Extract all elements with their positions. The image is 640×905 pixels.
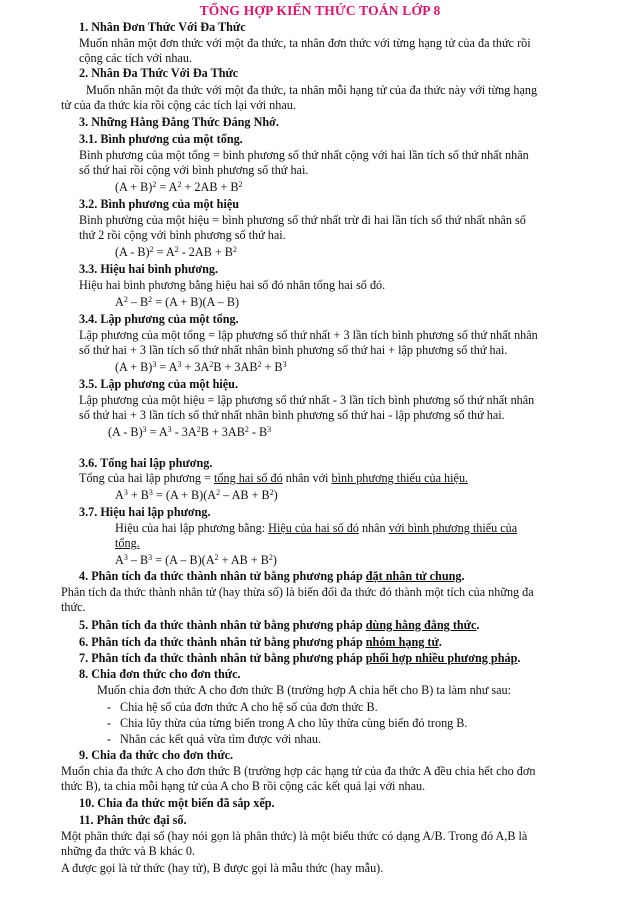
formula-square-of-difference: $(A - B)^2 = A^2 - 2AB + B^2$ [115, 245, 237, 259]
section-3-7-text-line-2: tổng. [115, 536, 140, 550]
section-3-1-text-line-1: Bình phương của một tổng = bình phương số thứ nhất cộng với hai lần tích số thứ nhất nhân [79, 148, 529, 162]
section-5-heading-post: . [476, 618, 480, 632]
section-3-6-text-mid: nhân với [282, 471, 332, 485]
section-3-7-text-pre: Hiệu của hai lập phương bằng: [115, 521, 269, 535]
section-3-7-heading: 3.7. Hiệu hai lập phương. [79, 505, 211, 519]
section-6-heading-post: . [438, 635, 442, 649]
formula-difference-of-cubes: $A^3 - B^3 = (A - B)(A^2$ + AB + $B^2$) [115, 553, 277, 567]
section-2-text-line-2: tử của đa thức kia rồi cộng các tích lại với nhau. [61, 98, 296, 112]
section-3-5-heading: 3.5. Lập phương của một hiệu. [79, 377, 238, 391]
section-11-text-line-3: A được gọi là tử thức (hay tử), B được gọi là mẫu thức (hay mẫu). [61, 861, 384, 875]
formula-sum-of-cubes: $A^3 + B^3 = (A + B)(A^2$ – AB + $B^2$) [115, 488, 278, 502]
section-3-4-text-line-2: số thứ hai + 3 lần tích số thứ nhất nhân bình phương số thứ hai + lập phương số thứ hai. [79, 343, 508, 357]
formula-cube-of-difference: $(A - B)^3 = A^3 - 3A^2B + 3AB^2 - B^3$ [108, 425, 272, 439]
section-3-7-text-underlined-1: Hiệu của hai số đó [268, 521, 359, 535]
section-3-3-text-line-1: Hiệu hai bình phương bằng hiệu hai số đó nhân tổng hai số đó. [79, 278, 386, 292]
section-3-7-text-mid: nhân [358, 521, 389, 535]
section-7-heading-underlined: phối hợp nhiều phương pháp [365, 651, 518, 665]
section-11-heading: 11. Phân thức đại số. [79, 813, 187, 827]
section-4-text-line-1: Phân tích đa thức thành nhân tử (hay thừa số) là biến đổi đa thức đó thành một tích của những đa [61, 585, 534, 599]
section-5-heading [79, 618, 479, 633]
section-4-heading-underlined: đặt nhân tử chung [365, 569, 462, 583]
section-3-7-text-line-1 [115, 521, 517, 536]
section-8-bullet-1: - Chia hệ số của đơn thức A cho hệ số của đơn thức B. [120, 700, 378, 715]
section-2-heading: 2. Nhân Đa Thức Với Đa Thức [79, 66, 239, 80]
section-11-text-line-1: Một phân thức đại số (hay nói gọn là phân thức) là một biểu thức có dạng A/B. Trong đó A,B là [61, 829, 528, 843]
section-9-heading: 9. Chia đa thức cho đơn thức. [79, 748, 234, 762]
section-8-bullet-2: - Chia lũy thừa của từng biến trong A cho lũy thừa cùng biến đó trong B. [120, 716, 467, 731]
section-3-5-text-line-1: Lập phương của một hiệu = lập phương số thứ nhất - 3 lần tích bình phương số thứ nhất nhân [79, 393, 535, 407]
section-3-2-heading: 3.2. Bình phương của một hiệu [79, 197, 240, 211]
section-10-heading: 10. Chia đa thức một biến đã sắp xếp. [79, 796, 275, 810]
section-4-text-line-2: thức. [61, 600, 86, 614]
section-3-4-heading: 3.4. Lập phương của một tổng. [79, 312, 239, 326]
section-8-bullet-3: - Nhân các kết quả vừa tìm được với nhau. [120, 732, 321, 747]
section-1-heading: 1. Nhân Đơn Thức Với Đa Thức [79, 20, 246, 34]
section-9-text-line-1: Muốn chia đa thức A cho đơn thức B (trường hợp các hạng tử của đa thức A đều chia hết cho đơn [61, 764, 536, 778]
section-3-4-text-line-1: Lập phương của một tổng = lập phương số thứ nhất + 3 lần tích bình phương số thứ nhất nhân [79, 328, 538, 342]
section-3-6-text [79, 471, 468, 486]
section-3-3-heading: 3.3. Hiệu hai bình phương. [79, 262, 219, 276]
section-3-heading: 3. Những Hằng Đẳng Thức Đáng Nhớ. [79, 115, 279, 129]
section-3-6-heading: 3.6. Tổng hai lập phương. [79, 456, 213, 470]
section-4-heading-post: . [461, 569, 465, 583]
section-8-intro: Muốn chia đơn thức A cho đơn thức B (trường hợp A chia hết cho B) ta làm như sau: [97, 683, 512, 697]
section-6-heading-underlined: nhóm hạng tử [365, 635, 439, 649]
section-3-7-text-underlined-2: với bình phương thiếu của [388, 521, 518, 535]
section-3-6-text-underlined-2: bình phương thiếu của hiệu. [331, 471, 469, 485]
section-3-2-text-line-1: Bình phường của một hiệu = bình phương số thứ nhất trừ đi hai lần tích số thứ nhất nhân số [79, 213, 526, 227]
section-4-heading-pre: 4. Phân tích đa thức thành nhân tử bằng phương pháp [79, 569, 366, 583]
section-9-text-line-2: thức B), ta chia mỗi hạng tử của A cho B rồi cộng các kết quả lại với nhau. [61, 779, 426, 793]
section-5-heading-pre: 5. Phân tích đa thức thành nhân tử bằng phương pháp [79, 618, 366, 632]
section-3-1-text-line-2: số thứ hai rồi cộng với bình phương số thứ hai. [79, 163, 309, 177]
section-3-1-heading: 3.1. Bình phương của một tổng. [79, 132, 243, 146]
section-2-text-line-1: Muốn nhân một đa thức với một đa thức, ta nhân mỗi hạng tử của đa thức này với từng hạng [86, 83, 538, 97]
section-11-text-line-2: những đa thức và B khác 0. [61, 844, 196, 858]
section-6-heading [79, 635, 442, 650]
section-7-heading-post: . [517, 651, 521, 665]
section-3-2-text-line-2: thứ 2 rồi cộng với bình phương số thứ hai. [79, 228, 286, 242]
section-7-heading [79, 651, 520, 666]
section-3-6-text-pre: Tổng của hai lập phương = [79, 471, 214, 485]
section-1-text-line-2: cộng các tích với nhau. [79, 51, 193, 65]
document-title: TỔNG HỢP KIẾN THỨC TOÁN LỚP 8 [199, 3, 441, 18]
section-4-heading [79, 569, 465, 584]
section-3-6-text-underlined-1: tổng hai số đó [214, 471, 283, 485]
section-6-heading-pre: 6. Phân tích đa thức thành nhân tử bằng phương pháp [79, 635, 366, 649]
section-3-5-text-line-2: số thứ hai + 3 lần tích số thứ nhất nhân bình phương số thứ hai - lập phương số thứ hai. [79, 408, 505, 422]
formula-cube-of-sum: $(A + B)^3 = A^3 + 3A^2B + 3AB^2 + B^3$ [115, 360, 287, 374]
formula-square-of-sum: $(A + B)^2 = A^2 + 2AB + B^2$ [115, 180, 243, 194]
section-7-heading-pre: 7. Phân tích đa thức thành nhân tử bằng phương pháp [79, 651, 366, 665]
formula-difference-of-squares: $A^2 - B^2 = (A + B)(A - B)$ [115, 295, 240, 309]
section-5-heading-underlined: dùng hằng đẳng thức [365, 618, 477, 632]
section-1-text-line-1: Muốn nhân một đơn thức với một đa thức, ta nhân đơn thức với từng hạng tử của đa thức rồi [79, 36, 531, 50]
section-8-heading: 8. Chia đơn thức cho đơn thức. [79, 667, 241, 681]
